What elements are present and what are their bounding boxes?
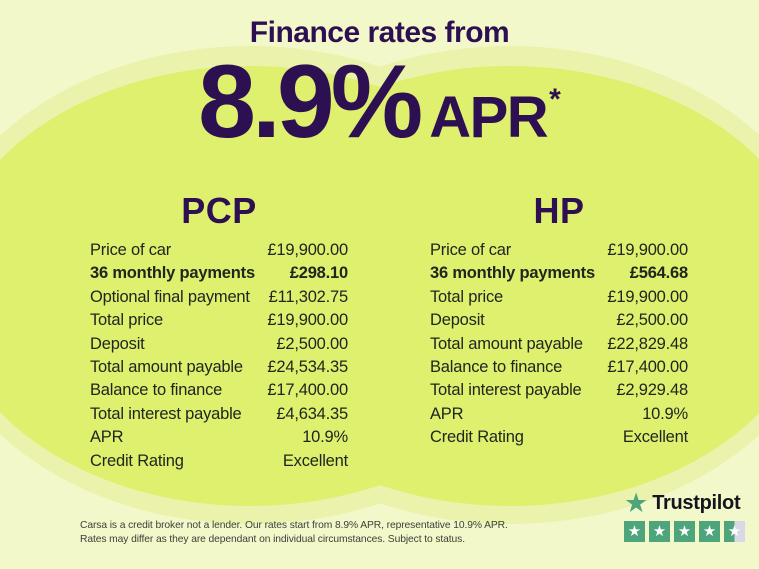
trustpilot-rating-box [649,521,670,542]
star-icon: ★ [727,523,742,540]
star-icon: ★ [627,523,642,540]
trustpilot-rating-box [699,521,720,542]
trustpilot-stars [624,521,745,542]
row-label: 36 monthly payments [90,264,255,283]
finance-row [90,311,348,334]
legal-disclaimer [80,519,550,546]
disclaimer-line-1: Carsa is a credit broker not a lender. Our rates start from 8.9% APR, representative 10.9% APR. [80,520,508,531]
finance-row [90,452,348,475]
disclaimer-line-2: Rates may differ as they are dependant on individual circumstances. Subject to status. [80,533,465,545]
hp-title: HP [533,190,585,231]
finance-row [430,358,688,381]
row-label: Deposit [90,334,145,353]
finance-row [90,335,348,358]
pcp-finance-table [90,190,348,475]
row-value: £298.10 [289,264,348,283]
finance-row [430,381,688,404]
page-title: Finance rates from [249,16,510,49]
row-label: Total interest payable [430,381,582,400]
row-value: Excellent [282,451,348,470]
row-value: £24,534.35 [267,357,348,376]
row-value: Excellent [622,428,688,447]
row-label: Credit Rating [430,428,524,447]
row-label: Total amount payable [430,334,583,353]
row-value: £19,900.00 [607,241,688,259]
finance-row [90,428,348,451]
finance-row [90,288,348,311]
row-label: Balance to finance [430,357,563,376]
row-value: £2,929.48 [616,381,688,400]
row-value: £4,634.35 [276,404,348,423]
finance-row [430,264,688,287]
row-value: £2,500.00 [616,311,688,330]
row-value: £19,900.00 [267,311,348,330]
hp-finance-table [430,190,688,452]
row-label: APR [90,428,124,447]
trustpilot-brand-label: Trustpilot [652,492,741,514]
row-label: Total price [430,287,504,306]
finance-row [90,381,348,404]
row-label: Total amount payable [90,357,243,376]
finance-row [430,335,688,358]
row-value: £2,500.00 [276,334,348,353]
trustpilot-rating-box [724,521,745,542]
finance-row [90,358,348,381]
row-label: Price of car [90,241,172,259]
trustpilot-rating-box [674,521,695,542]
trustpilot-rating-box [624,521,645,542]
row-label: Balance to finance [90,381,223,400]
row-label: Price of car [430,241,512,259]
row-value: £22,829.48 [607,334,688,353]
finance-row [90,264,348,287]
finance-row [430,288,688,311]
finance-row [430,428,688,451]
row-value: £17,400.00 [607,357,688,376]
finance-row [430,241,688,264]
asterisk-footnote-marker: * [549,83,561,116]
row-value: £19,900.00 [607,287,688,306]
pcp-title: PCP [181,190,257,231]
star-icon: ★ [677,523,692,540]
row-label: Optional final payment [90,287,250,306]
pcp-rows [90,241,348,475]
row-value: 10.9% [642,404,688,423]
row-label: Deposit [430,311,485,330]
row-label: Total interest payable [90,404,242,423]
rate-value: 8.9% [198,44,420,160]
row-label: APR [430,404,464,423]
row-value: £564.68 [629,264,688,283]
apr-label: APR [429,85,548,150]
star-icon: ★ [652,523,667,540]
row-label: Credit Rating [90,451,184,470]
row-label: 36 monthly payments [430,264,595,283]
star-icon: ★ [702,523,717,540]
row-value: 10.9% [302,428,348,447]
row-value: £11,302.75 [268,287,348,306]
row-value: £19,900.00 [267,241,348,259]
finance-row [90,241,348,264]
trustpilot-star-icon: ★ [624,488,649,518]
trustpilot-logo [624,490,740,517]
hp-rows [430,241,688,452]
finance-row [430,405,688,428]
finance-row [430,311,688,334]
finance-row [90,405,348,428]
row-label: Total price [90,311,164,330]
rate-suffix [429,83,561,151]
headline-rate [0,44,759,160]
row-value: £17,400.00 [267,381,348,400]
